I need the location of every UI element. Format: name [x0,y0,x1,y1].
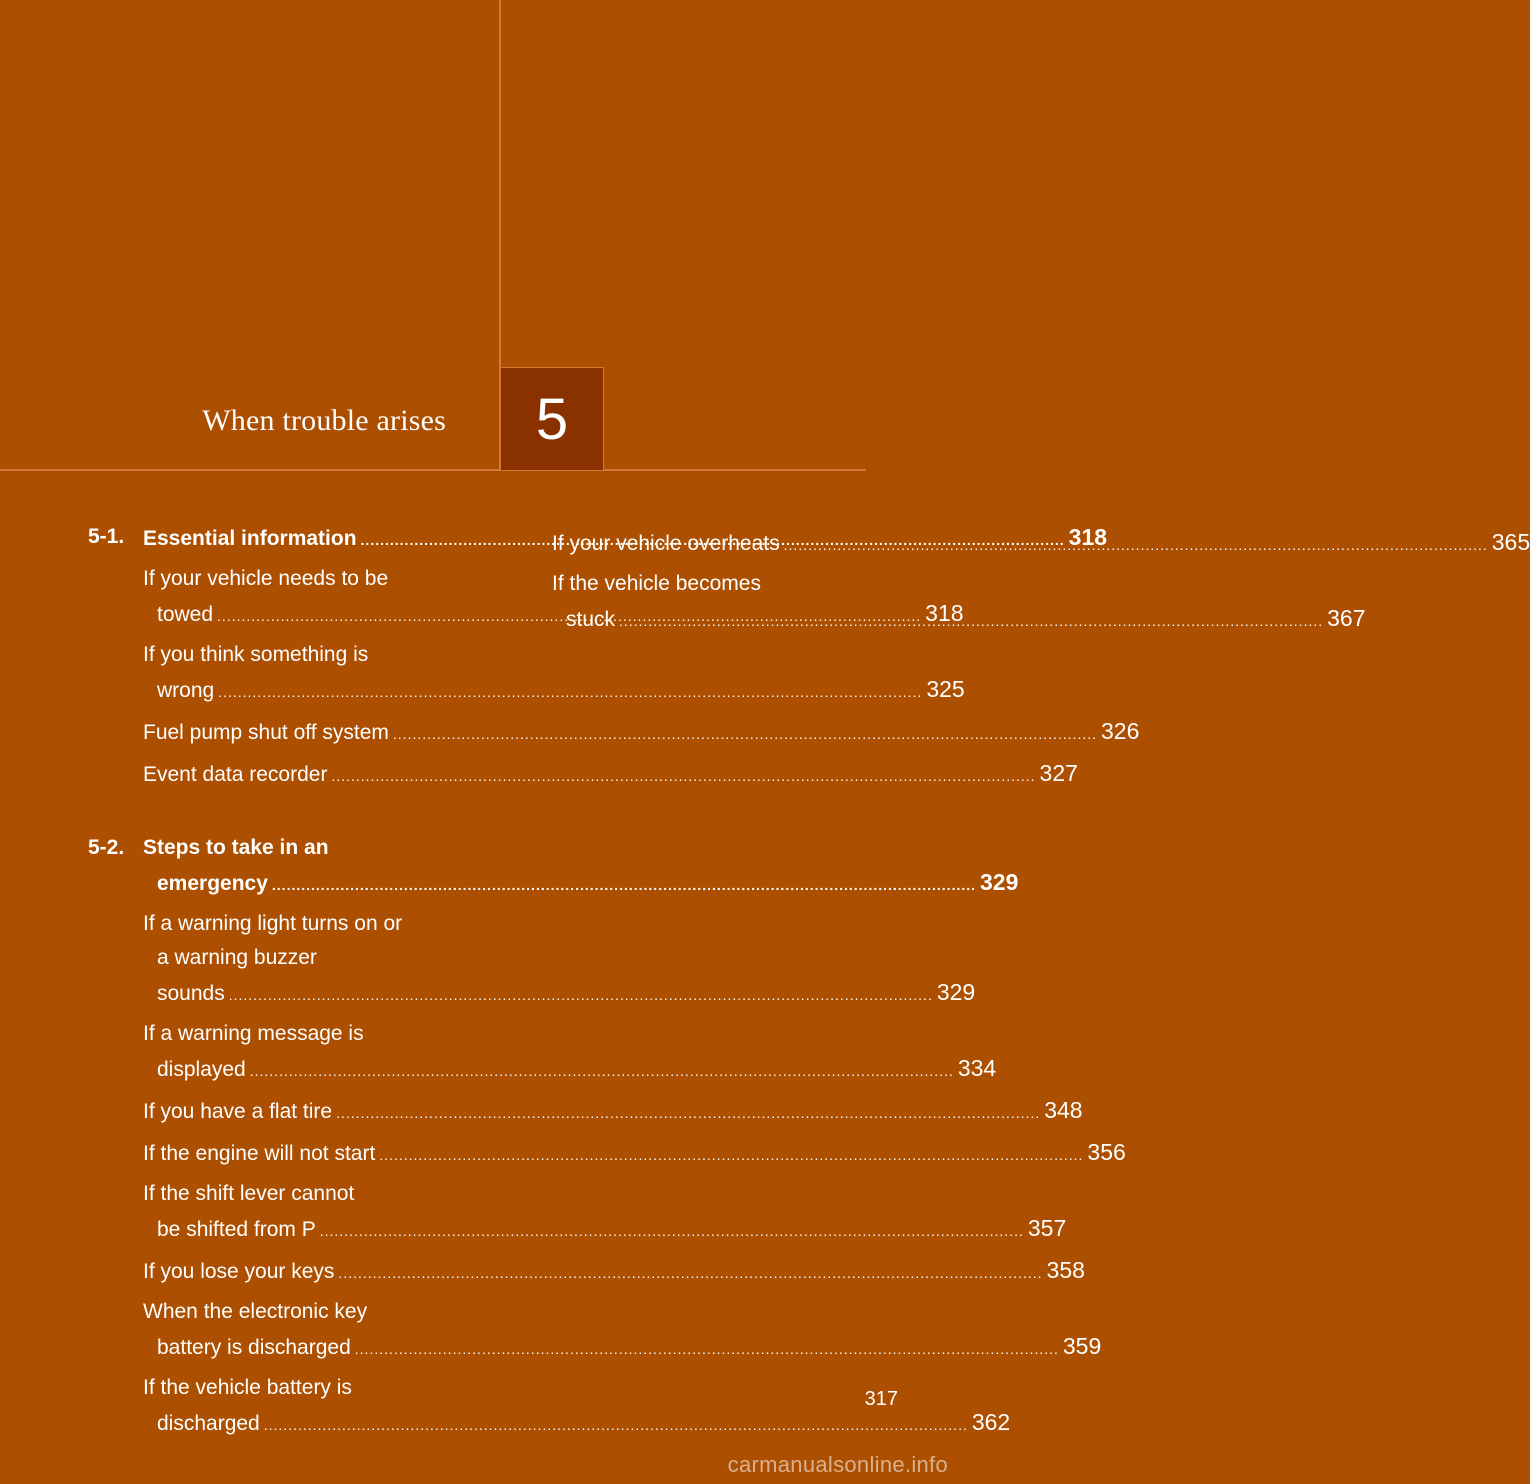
leader-dots [218,675,922,709]
leader-dots [784,528,1488,562]
entry-text: If the vehicle becomes [552,572,761,595]
entry-line [143,672,965,709]
watermark: carmanualsonline.info [727,1452,948,1477]
section-title-line [143,831,1018,865]
section-title-line [143,865,1018,902]
entry-text: When the electronic key [143,1300,368,1323]
entry-page: 327 [1039,760,1078,786]
entry-line [143,756,1078,793]
section-title-text: Essential information [143,527,357,550]
leader-dots [272,868,976,902]
entry-text: If the shift lever cannot [143,1182,355,1205]
leader-dots [379,1138,1083,1172]
toc-entry[interactable] [143,907,976,1012]
entry-text: towed [157,603,214,626]
entry-text: be shifted from P [157,1218,316,1241]
section-number: 5-2. [88,836,125,859]
toc-entry[interactable] [143,714,1140,751]
entry-text: If the vehicle battery is [143,1376,352,1399]
entry-page: 357 [1027,1215,1067,1241]
entry-page: 356 [1087,1139,1126,1165]
entry-page: 362 [971,1409,1011,1435]
entry-line [143,1177,459,1211]
entry-page: 367 [1327,605,1366,631]
entry-text: discharged [157,1412,260,1435]
entry-text: If you have a flat tire [143,1100,333,1123]
entry-text: If the engine will not start [143,1142,376,1165]
entry-line [143,714,1140,751]
entry-page: 318 [925,600,964,626]
section-title-text: emergency [157,872,268,895]
toc-entry[interactable] [143,1177,1067,1248]
entry-line [143,1211,1067,1248]
entry-text: If your vehicle overheats [552,532,780,555]
entry-text: sounds [157,982,225,1005]
toc-entry[interactable] [143,1017,997,1088]
entry-line [143,941,459,975]
entry-page: 326 [1101,718,1140,744]
entry-page: 348 [1044,1097,1083,1123]
entry-text: Fuel pump shut off system [143,721,389,744]
entry-text: battery is discharged [157,1336,351,1359]
entry-text: stuck [566,608,616,631]
entry-line [143,1405,1011,1442]
toc-entry[interactable] [143,1135,1126,1172]
toc-entry[interactable] [143,1253,1085,1290]
entry-line [143,907,459,941]
entry-line [143,562,459,596]
chapter-title: When trouble arises [202,404,446,437]
entry-line [143,1051,997,1088]
chapter-number-tab: 5 [500,367,604,471]
toc-entry[interactable] [143,1093,1083,1130]
leader-dots [338,1256,1042,1290]
entry-text: If you think something is [143,643,369,666]
entry-page: 358 [1046,1257,1085,1283]
entry-text: If a warning message is [143,1022,364,1045]
entry-page: 334 [957,1055,997,1081]
entry-text: If you lose your keys [143,1260,335,1283]
entry-text: a warning buzzer [157,946,317,969]
section-number: 5-1. [88,525,125,548]
leader-dots [355,1332,1059,1366]
section-title [143,831,1018,902]
entry-text: wrong [157,679,215,702]
toc-entry[interactable] [143,638,965,709]
entry-line [143,1295,459,1329]
leader-dots [229,978,933,1012]
entry-line [143,1135,1126,1172]
entry-page: 359 [1062,1333,1102,1359]
entry-text: If a warning light turns on or [143,912,403,935]
entry-text: If your vehicle needs to be [143,567,389,590]
leader-dots [250,1054,954,1088]
leader-dots [264,1408,968,1442]
entry-page: 325 [926,676,965,702]
entry-line [143,638,459,672]
leader-dots [336,1096,1040,1130]
entry-line [143,975,976,1012]
leader-dots [393,717,1097,751]
entry-text: Event data recorder [143,763,328,786]
leader-dots [331,759,1035,793]
page-number: 317 [864,1388,898,1410]
leader-dots [320,1214,1024,1248]
entry-line [143,1329,1102,1366]
section-heading[interactable] [88,831,1019,902]
entry-line [552,567,868,601]
section-page: 329 [980,869,1019,895]
section-title-text: Steps to take in an [143,836,329,859]
entry-page: 329 [936,979,976,1005]
entry-text: displayed [157,1058,246,1081]
entry-line [143,1371,459,1405]
entry-line [143,1093,1083,1130]
section-page: 318 [1068,524,1108,550]
horizontal-divider [0,469,866,471]
entry-line [143,1017,459,1051]
leader-dots [619,604,1323,638]
toc-entry[interactable] [143,756,1078,793]
entry-page: 365 [1491,529,1530,555]
toc-entry[interactable] [143,1295,1102,1366]
entry-line [143,1253,1085,1290]
